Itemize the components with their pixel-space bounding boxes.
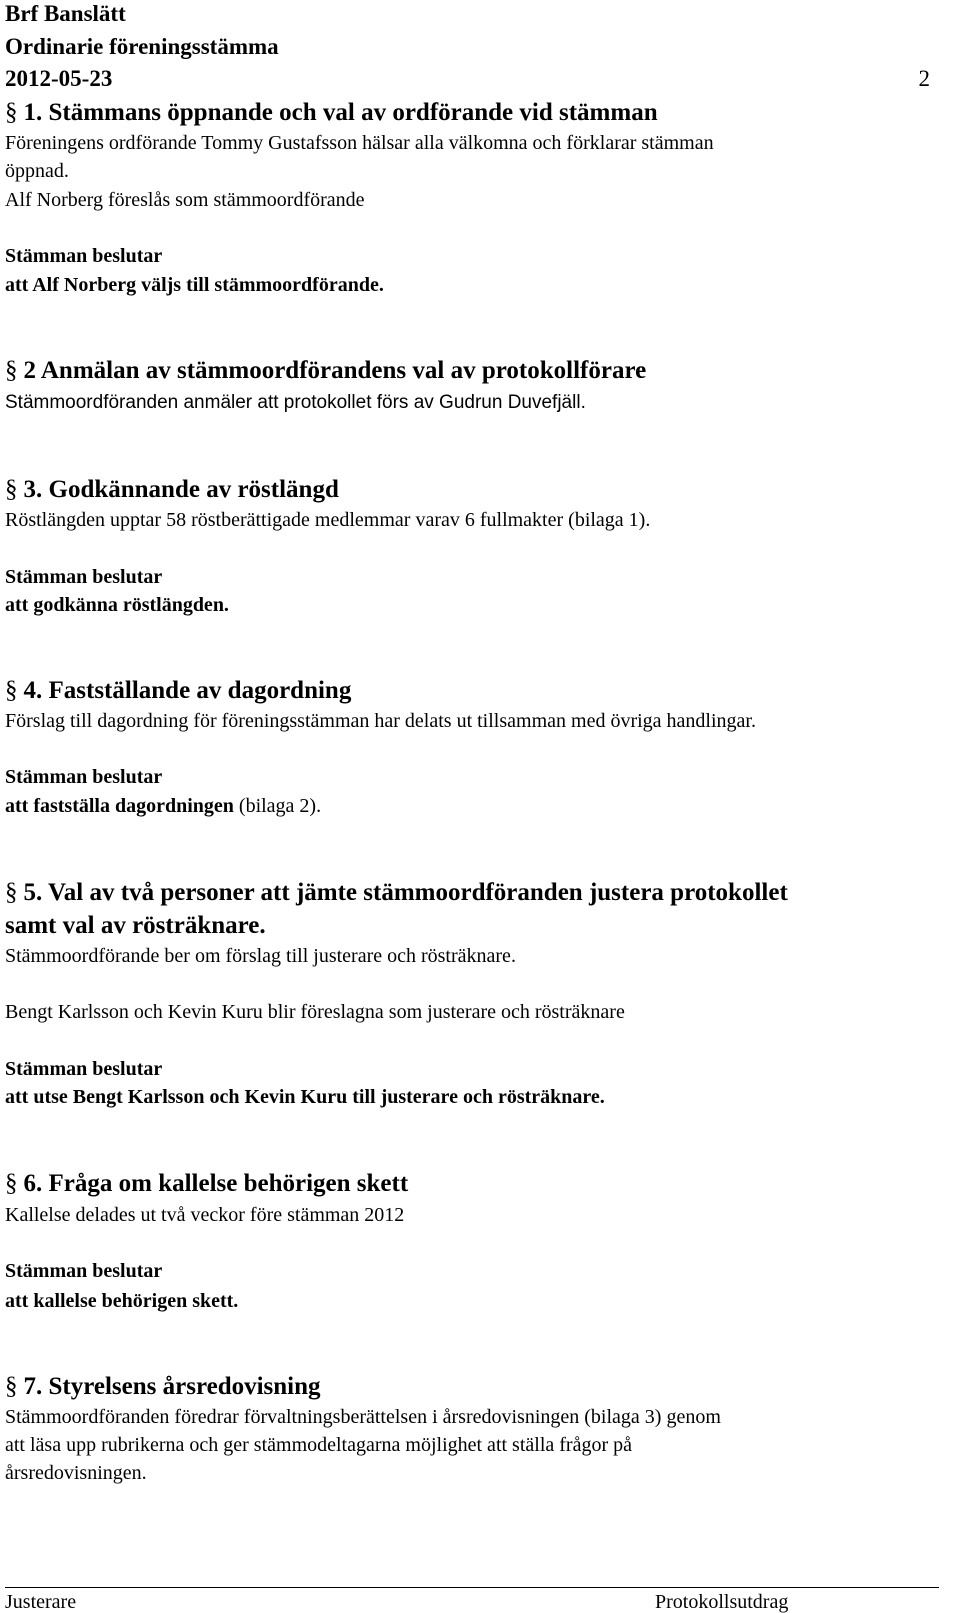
section-6-text: Kallelse delades ut två veckor före stämman 2012 <box>5 1204 405 1226</box>
footer-right: Protokollsutdrag <box>655 1591 789 1613</box>
decision-label: Stämman beslutar <box>5 245 163 267</box>
section-5-text: Stämmoordförande ber om förslag till justerare och rösträknare. <box>5 945 516 967</box>
decision-text: att kallelse behörigen skett. <box>5 1290 239 1312</box>
decision-label: Stämman beslutar <box>5 766 163 788</box>
page-number: 2 <box>918 66 930 91</box>
section-7-text: Stämmoordföranden föredrar förvaltningsberättelsen i årsredovisningen (bilaga 3) genom <box>5 1406 721 1428</box>
section-symbol: § <box>5 1373 18 1400</box>
section-symbol: § <box>5 1170 18 1197</box>
section-2-heading: § 2 Anmälan av stämmoordförandens val av protokollförare <box>5 357 647 384</box>
section-1-text: Föreningens ordförande Tommy Gustafsson hälsar alla välkomna och förklarar stämman <box>5 132 714 154</box>
meeting-title: Ordinarie föreningsstämma <box>5 34 279 59</box>
decision-text: att fastställa dagordningen (bilaga 2). <box>5 795 322 817</box>
decision-text: att utse Bengt Karlsson och Kevin Kuru till justerare och rösträknare. <box>5 1086 605 1108</box>
meeting-date: 2012-05-23 <box>5 66 113 91</box>
section-symbol: § <box>5 357 18 384</box>
section-5-heading: § 5. Val av två personer att jämte stämmoordföranden justera protokollet <box>5 879 788 906</box>
section-3-heading: § 3. Godkännande av röstlängd <box>5 476 339 503</box>
section-5-text: Bengt Karlsson och Kevin Kuru blir föreslagna som justerare och rösträknare <box>5 1001 625 1023</box>
section-symbol: § <box>5 99 18 126</box>
decision-text: att Alf Norberg väljs till stämmoordförande. <box>5 274 384 296</box>
decision-label: Stämman beslutar <box>5 1058 163 1080</box>
section-6-heading: § 6. Fråga om kallelse behörigen skett <box>5 1170 409 1197</box>
section-7-heading: § 7. Styrelsens årsredovisning <box>5 1373 321 1400</box>
section-1-text: öppnad. <box>5 160 69 182</box>
section-3-text: Röstlängden upptar 58 röstberättigade medlemmar varav 6 fullmakter (bilaga 1). <box>5 509 651 531</box>
decision-label: Stämman beslutar <box>5 1260 163 1282</box>
decision-label: Stämman beslutar <box>5 566 163 588</box>
section-4-text: Förslag till dagordning för föreningsstämman har delats ut tillsamman med övriga handlingar. <box>5 710 756 732</box>
section-4-heading: § 4. Fastställande av dagordning <box>5 677 352 704</box>
section-symbol: § <box>5 677 18 704</box>
section-5-heading-cont: samt val av rösträknare. <box>5 912 266 939</box>
section-1-text: Alf Norberg föreslås som stämmoordförande <box>5 189 365 211</box>
decision-text: att godkänna röstlängden. <box>5 594 229 616</box>
section-7-text: årsredovisningen. <box>5 1462 147 1484</box>
footer-divider <box>5 1587 939 1588</box>
section-symbol: § <box>5 476 18 503</box>
org-name: Brf Banslätt <box>5 1 126 26</box>
section-2-text: Stämmoordföranden anmäler att protokollet förs av Gudrun Duvefjäll. <box>5 392 586 413</box>
footer-left: Justerare <box>5 1591 77 1613</box>
section-symbol: § <box>5 879 18 906</box>
section-7-text: att läsa upp rubrikerna och ger stämmodeltagarna möjlighet att ställa frågor på <box>5 1434 632 1456</box>
section-1-heading: § 1. Stämmans öppnande och val av ordförande vid stämman <box>5 99 658 126</box>
